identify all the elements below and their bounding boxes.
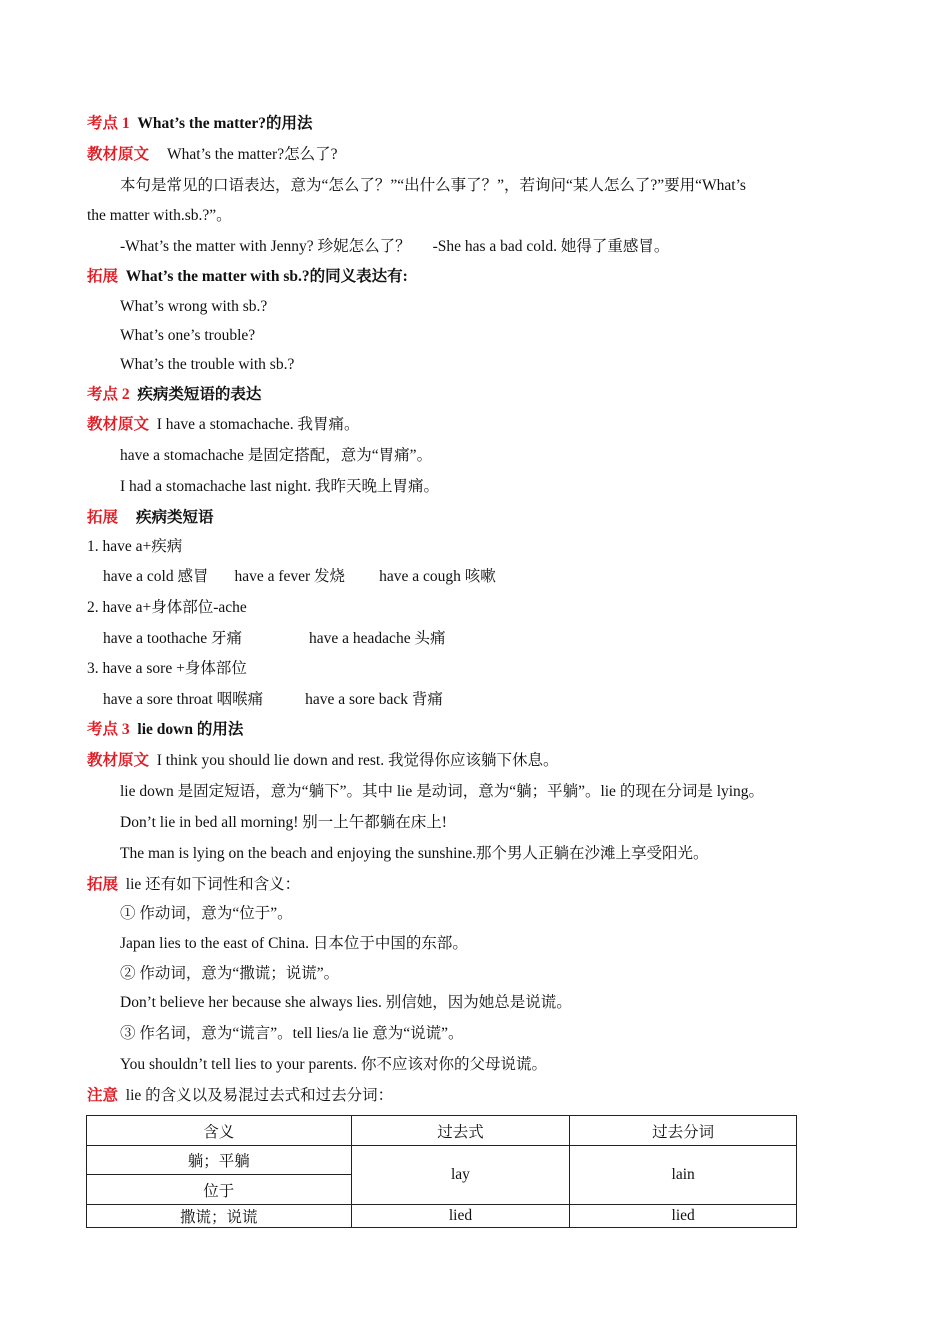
- section-1-heading: [87, 114, 312, 134]
- section-3-example-2: The man is lying on the beach and enjoying the sunshine.那个男人正躺在沙滩上享受阳光。: [120, 845, 709, 862]
- section-1-extension-heading: [87, 267, 408, 287]
- section-3-title: lie down 的用法: [137, 721, 244, 738]
- source-text: I think you should lie down and rest. 我觉得你应该躺下休息。: [156, 752, 559, 769]
- source-tag: 教材原文: [87, 752, 150, 769]
- section-2-title: 疾病类短语的表达: [137, 386, 262, 403]
- table-cell-past: lied: [351, 1205, 570, 1228]
- extension-title: 疾病类短语: [136, 509, 214, 526]
- meaning-3: ③ 作名词，意为“谎言”。tell lies/a lie 意为“说谎”。: [120, 1025, 464, 1042]
- source-text: I have a stomachache. 我胃痛。: [156, 416, 360, 433]
- source-text: What’s the matter?怎么了?: [167, 146, 338, 163]
- phrase-item: have a sore throat 咽喉痛: [103, 691, 264, 708]
- extension-tag: 拓展: [87, 876, 119, 893]
- table-cell-past-participle: lied: [570, 1205, 797, 1228]
- meaning-3-example: You shouldn’t tell lies to your parents. 你不应该对你的父母说谎。: [120, 1056, 547, 1073]
- phrase-item: have a headache 头痛: [309, 630, 446, 647]
- section-1-title: What’s the matter?的用法: [137, 115, 313, 132]
- section-2-heading: [87, 385, 261, 405]
- extension-title: What’s the matter with sb.?的同义表达有:: [125, 268, 408, 285]
- extension-title: lie 还有如下词性和含义：: [125, 876, 301, 893]
- phrase-group-1-heading: 1. have a+疾病: [87, 538, 183, 555]
- meaning-1-example: Japan lies to the east of China. 日本位于中国的东部。: [120, 935, 468, 952]
- section-2-explanation: have a stomachache 是固定搭配，意为“胃痛”。: [120, 447, 433, 464]
- section-1-explanation-line-2: the matter with.sb.?”。: [87, 207, 232, 224]
- note-heading: [87, 1086, 393, 1106]
- section-2-tag: 考点 2: [87, 386, 130, 403]
- meaning-1: ① 作动词，意为“位于”。: [120, 905, 293, 922]
- phrase-item: have a cold 感冒: [103, 568, 209, 585]
- phrase-item: have a sore back 背痛: [305, 691, 443, 708]
- section-2-extension-heading: [87, 508, 214, 528]
- phrase-item: have a toothache 牙痛: [103, 630, 243, 647]
- phrase-group-2-heading: 2. have a+身体部位-ache: [87, 599, 247, 616]
- phrase-group-1-items: [103, 567, 496, 587]
- section-1-example: [120, 237, 669, 257]
- phrase-group-3-items: [103, 690, 443, 710]
- source-tag: 教材原文: [87, 416, 150, 433]
- section-3-example-1: Don’t lie in bed all morning! 别一上午都躺在床上!: [120, 814, 447, 831]
- extension-tag: 拓展: [87, 509, 119, 526]
- section-3-explanation: lie down 是固定短语，意为“躺下”。其中 lie 是动词，意为“躺；平躺”。lie 的现在分词是 lying。: [120, 783, 765, 800]
- phrase-group-3-heading: 3. have a sore +身体部位: [87, 660, 247, 677]
- table-cell-meaning: 躺；平躺: [87, 1146, 352, 1175]
- source-tag: 教材原文: [87, 146, 150, 163]
- section-3-source: [87, 751, 558, 771]
- table-header-cell: 过去式: [351, 1116, 570, 1146]
- section-3-tag: 考点 3: [87, 721, 130, 738]
- table-row: [87, 1205, 797, 1228]
- extension-tag: 拓展: [87, 268, 119, 285]
- synonym-item: What’s one’s trouble?: [120, 327, 256, 344]
- table-row: [87, 1146, 797, 1175]
- section-2-example: I had a stomachache last night. 我昨天晚上胃痛。: [120, 478, 439, 495]
- synonym-item: What’s wrong with sb.?: [120, 298, 268, 315]
- lie-forms-table: [86, 1115, 797, 1228]
- section-3-heading: [87, 720, 243, 740]
- phrase-item: have a fever 发烧: [234, 568, 346, 585]
- phrase-group-2-items: [103, 629, 445, 649]
- note-tag: 注意: [87, 1087, 119, 1104]
- meaning-2-example: Don’t believe her because she always lies. 别信她，因为她总是说谎。: [120, 994, 572, 1011]
- table-header-cell: 过去分词: [570, 1116, 797, 1146]
- meaning-2: ② 作动词，意为“撒谎；说谎”。: [120, 965, 340, 982]
- section-1-source: [87, 145, 337, 165]
- section-1-explanation-line-1: 本句是常见的口语表达，意为“怎么了？”“出什么事了？”，若询问“某人怎么了?”要用“What’s: [120, 177, 746, 194]
- table-cell-meaning: 撒谎；说谎: [87, 1205, 352, 1228]
- table-cell-meaning: 位于: [87, 1175, 352, 1205]
- table-header-cell: 含义: [87, 1116, 352, 1146]
- table-cell-past: lay: [351, 1146, 570, 1205]
- table-header-row: [87, 1116, 797, 1146]
- phrase-item: have a cough 咳嗽: [379, 568, 496, 585]
- table-cell-past-participle: lain: [570, 1146, 797, 1205]
- section-1-tag: 考点 1: [87, 115, 130, 132]
- section-3-extension-heading: [87, 875, 300, 895]
- dialogue-question: -What’s the matter with Jenny? 珍妮怎么了？: [120, 238, 411, 255]
- note-title: lie 的含义以及易混过去式和过去分词：: [125, 1087, 394, 1104]
- synonym-item: What’s the trouble with sb.?: [120, 356, 295, 373]
- dialogue-answer: -She has a bad cold. 她得了重感冒。: [432, 238, 670, 255]
- section-2-source: [87, 415, 360, 435]
